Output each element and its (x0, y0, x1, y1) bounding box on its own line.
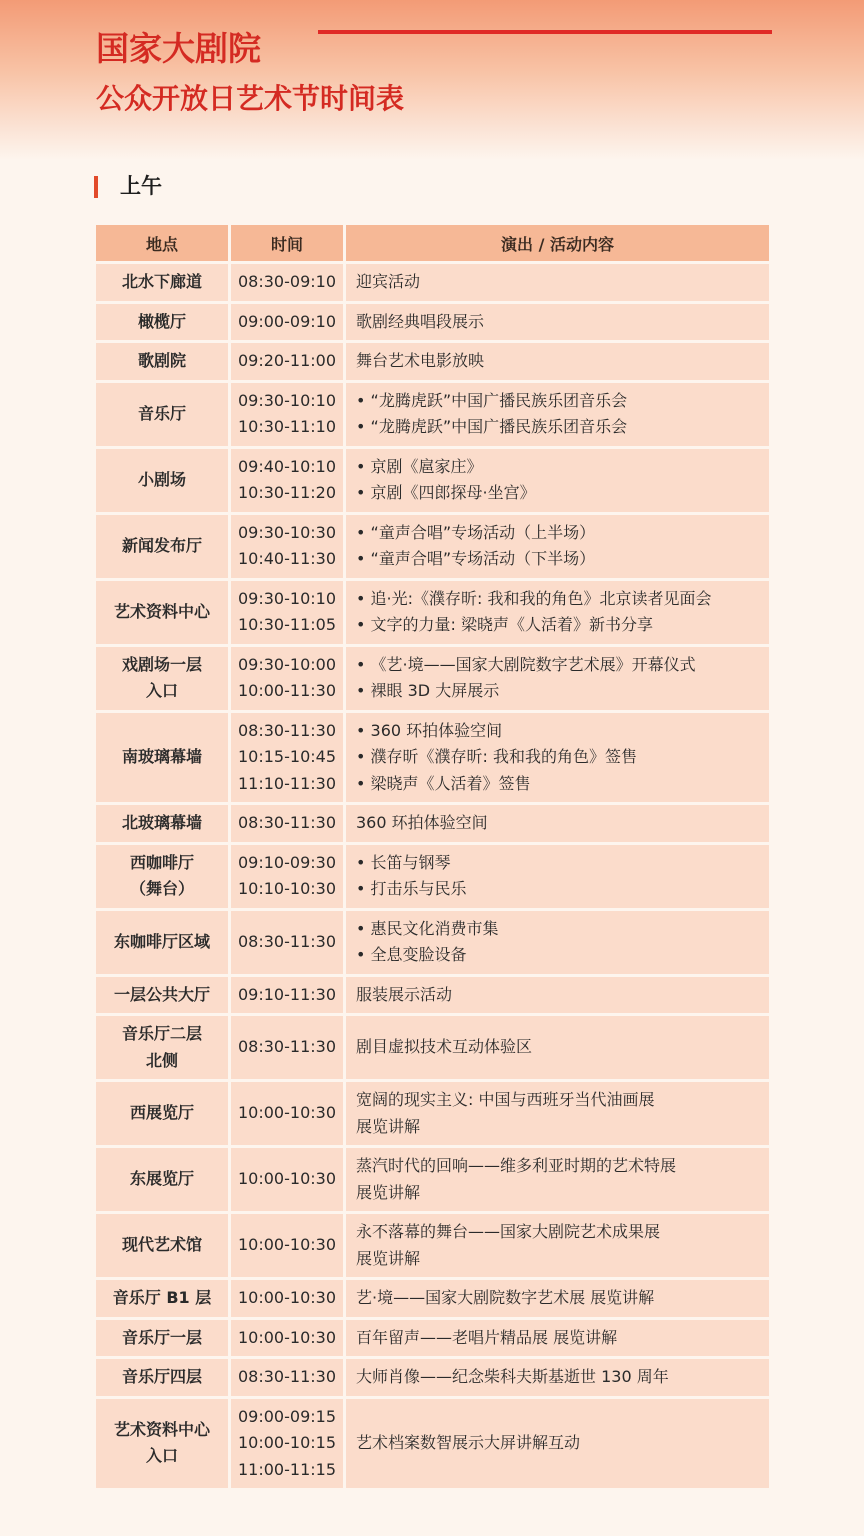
table-row (96, 515, 769, 578)
time-text: 10:00-11:30 (238, 681, 336, 700)
time-text: 10:00-10:30 (238, 1288, 336, 1307)
time-text: 10:30-11:10 (238, 417, 336, 436)
activity-cell (346, 343, 769, 380)
location-text: （舞台） (129, 879, 194, 898)
time-text: 09:30-10:00 (238, 654, 336, 674)
time-cell (231, 1016, 343, 1079)
activity-text: • 梁晓声《人活着》签售 (356, 771, 769, 798)
activity-text: • “龙腾虎跃”中国广播民族乐团音乐会 (356, 414, 769, 441)
activity-text: • 裸眼 3D 大屏展示 (356, 678, 769, 705)
location-cell (96, 383, 228, 446)
table-row (96, 713, 769, 803)
time-cell (231, 911, 343, 974)
location-text: 东展览厅 (129, 1169, 194, 1189)
activity-cell (346, 449, 769, 512)
time-cell (231, 1320, 343, 1357)
activity-cell (346, 1320, 769, 1357)
activity-text: 迎宾活动 (356, 272, 421, 291)
activity-cell (346, 805, 769, 842)
table-row (96, 343, 769, 380)
time-text: 10:00-10:30 (238, 1103, 336, 1123)
location-cell (96, 1320, 228, 1357)
location-text: 西咖啡厅 (129, 852, 194, 872)
time-cell (231, 805, 343, 842)
activity-cell (346, 1082, 769, 1145)
time-text: 09:00-09:15 (238, 1406, 336, 1426)
time-text: 08:30-09:10 (238, 272, 336, 291)
activity-cell (346, 304, 769, 341)
location-text: 音乐厅一层 (121, 1327, 202, 1347)
time-text: 09:40-10:10 (238, 456, 336, 476)
location-cell (96, 805, 228, 842)
page-title: 国家大剧院 (96, 29, 261, 68)
activity-text: • 长笛与钢琴 (356, 850, 769, 877)
activity-cell (346, 581, 769, 644)
activity-text: 360 环拍体验空间 (356, 813, 488, 832)
time-cell (231, 1399, 343, 1489)
time-text: 10:30-11:05 (238, 615, 336, 634)
table-row (96, 449, 769, 512)
time-cell (231, 383, 343, 446)
activity-cell (346, 1214, 769, 1277)
time-cell (231, 1280, 343, 1317)
time-text: 10:40-11:30 (238, 549, 336, 568)
time-cell (231, 449, 343, 512)
location-cell (96, 343, 228, 380)
activity-text: 服装展示活动 (356, 984, 453, 1004)
table-header-row (96, 225, 769, 261)
location-text: 北水下廊道 (121, 272, 202, 291)
activity-text: • “童声合唱”专场活动（下半场） (356, 546, 769, 573)
location-cell (96, 911, 228, 974)
activity-text: • 追·光:《濮存昕: 我和我的角色》北京读者见面会 (356, 586, 769, 613)
time-text: 10:00-10:30 (238, 1169, 336, 1189)
activity-cell (346, 515, 769, 578)
table-row (96, 304, 769, 341)
activity-text: 歌剧经典唱段展示 (356, 311, 485, 331)
time-cell (231, 845, 343, 908)
table-body (96, 264, 769, 1488)
location-text: 艺术资料中心 (113, 1419, 210, 1439)
location-text: 音乐厅 B1 层 (112, 1288, 212, 1307)
location-text: 北侧 (145, 1050, 178, 1070)
time-text: 10:00-10:30 (238, 1235, 336, 1255)
time-text: 10:10-10:30 (238, 879, 336, 898)
table-row (96, 1214, 769, 1277)
location-cell (96, 264, 228, 301)
location-cell (96, 977, 228, 1014)
location-text: 北玻璃幕墙 (121, 813, 202, 832)
location-cell (96, 1148, 228, 1211)
table-row (96, 805, 769, 842)
activity-text: 舞台艺术电影放映 (356, 351, 485, 370)
activity-cell (346, 1148, 769, 1211)
location-text: 西展览厅 (129, 1103, 194, 1123)
location-cell (96, 1399, 228, 1489)
activity-text: • 京剧《扈家庄》 (356, 454, 769, 481)
section-label: 上午 (120, 174, 162, 198)
time-cell (231, 1359, 343, 1396)
time-cell (231, 713, 343, 803)
location-cell (96, 1082, 228, 1145)
page-subtitle: 公众开放日艺术节时间表 (96, 82, 405, 115)
time-text: 08:30-11:30 (238, 931, 336, 951)
activity-text: • 京剧《四郎探母·坐宫》 (356, 480, 769, 507)
column-header-activity: 演出 / 活动内容 (346, 225, 769, 261)
table-row (96, 1320, 769, 1357)
title-accent-line (318, 30, 772, 34)
activity-text: 展览讲解 (356, 1248, 421, 1268)
location-text: 音乐厅四层 (121, 1367, 202, 1386)
column-header-location: 地点 (96, 225, 228, 261)
location-text: 戏剧场一层 (121, 654, 202, 674)
location-text: 音乐厅 (137, 403, 186, 423)
activity-text: • 文字的力量: 梁晓声《人活着》新书分享 (356, 612, 769, 639)
schedule-table (93, 222, 772, 1491)
table-row (96, 264, 769, 301)
table-row (96, 911, 769, 974)
activity-text: • 《艺·境——国家大剧院数字艺术展》开幕仪式 (356, 652, 769, 679)
activity-cell (346, 1280, 769, 1317)
time-cell (231, 647, 343, 710)
location-text: 入口 (145, 681, 178, 700)
table-row (96, 1016, 769, 1079)
time-text: 09:30-10:10 (238, 588, 336, 608)
location-text: 南玻璃幕墙 (121, 747, 202, 766)
activity-text: • 濮存昕《濮存昕: 我和我的角色》签售 (356, 744, 769, 771)
table-row (96, 1359, 769, 1396)
location-text: 橄榄厅 (137, 311, 186, 331)
column-header-time: 时间 (231, 225, 343, 261)
time-text: 08:30-11:30 (238, 813, 336, 832)
location-text: 现代艺术馆 (121, 1235, 202, 1255)
activity-cell (346, 1016, 769, 1079)
time-text: 08:30-11:30 (238, 720, 336, 740)
location-cell (96, 1214, 228, 1277)
activity-cell (346, 713, 769, 803)
location-text: 小剧场 (137, 469, 186, 489)
activity-cell (346, 264, 769, 301)
time-text: 09:30-10:10 (238, 390, 336, 410)
time-cell (231, 264, 343, 301)
time-cell (231, 343, 343, 380)
activity-text: • 打击乐与民乐 (356, 876, 769, 903)
location-cell (96, 647, 228, 710)
time-cell (231, 515, 343, 578)
time-cell (231, 581, 343, 644)
location-cell (96, 713, 228, 803)
activity-text: • “童声合唱”专场活动（上半场） (356, 520, 769, 547)
location-text: 歌剧院 (137, 351, 186, 370)
activity-cell (346, 911, 769, 974)
time-text: 08:30-11:30 (238, 1367, 336, 1386)
activity-text: 剧目虚拟技术互动体验区 (356, 1037, 533, 1057)
time-cell (231, 1082, 343, 1145)
activity-text: 宽阔的现实主义: 中国与西班牙当代油画展 (356, 1090, 655, 1109)
time-cell (231, 1214, 343, 1277)
time-text: 09:10-09:30 (238, 852, 336, 872)
time-text: 09:10-11:30 (238, 984, 336, 1004)
activity-cell (346, 383, 769, 446)
time-text: 10:00-10:30 (238, 1327, 336, 1347)
activity-cell (346, 977, 769, 1014)
activity-cell (346, 1399, 769, 1489)
table-row (96, 581, 769, 644)
activity-cell (346, 647, 769, 710)
time-text: 10:00-10:15 (238, 1433, 336, 1452)
activity-cell (346, 845, 769, 908)
activity-text: 蒸汽时代的回响——维多利亚时期的艺术特展 (356, 1156, 677, 1175)
time-text: 08:30-11:30 (238, 1037, 336, 1057)
table-row (96, 1082, 769, 1145)
location-text: 艺术资料中心 (113, 601, 210, 621)
table-row (96, 977, 769, 1014)
activity-text: • “龙腾虎跃”中国广播民族乐团音乐会 (356, 388, 769, 415)
location-cell (96, 304, 228, 341)
location-cell (96, 515, 228, 578)
time-cell (231, 1148, 343, 1211)
location-text: 东咖啡厅区域 (113, 931, 210, 951)
table-row (96, 1148, 769, 1211)
location-text: 入口 (145, 1446, 178, 1466)
time-text: 09:20-11:00 (238, 351, 336, 370)
time-text: 10:30-11:20 (238, 483, 336, 502)
activity-text: 大师肖像——纪念柴科夫斯基逝世 130 周年 (356, 1367, 669, 1386)
activity-text: • 全息变脸设备 (356, 942, 769, 969)
table-row (96, 845, 769, 908)
time-text: 09:30-10:30 (238, 522, 336, 542)
location-cell (96, 581, 228, 644)
location-cell (96, 845, 228, 908)
activity-text: 艺术档案数智展示大屏讲解互动 (356, 1433, 581, 1452)
activity-text: 展览讲解 (356, 1116, 421, 1136)
table-row (96, 1399, 769, 1489)
time-cell (231, 304, 343, 341)
time-text: 11:00-11:15 (238, 1459, 336, 1479)
location-cell (96, 1016, 228, 1079)
location-cell (96, 1280, 228, 1317)
time-text: 09:00-09:10 (238, 311, 336, 331)
location-text: 新闻发布厅 (121, 535, 202, 555)
activity-text: 展览讲解 (356, 1182, 421, 1202)
time-cell (231, 977, 343, 1014)
location-cell (96, 1359, 228, 1396)
location-cell (96, 449, 228, 512)
activity-text: 永不落幕的舞台——国家大剧院艺术成果展 (356, 1222, 661, 1241)
time-text: 11:10-11:30 (238, 773, 336, 793)
section-marker (94, 176, 98, 198)
table-row (96, 383, 769, 446)
time-text: 10:15-10:45 (238, 747, 336, 766)
activity-cell (346, 1359, 769, 1396)
table-row (96, 647, 769, 710)
activity-text: • 360 环拍体验空间 (356, 718, 769, 745)
activity-text: • 惠民文化消费市集 (356, 916, 769, 943)
location-text: 音乐厅二层 (121, 1024, 202, 1043)
activity-text: 艺·境——国家大剧院数字艺术展 展览讲解 (356, 1288, 655, 1307)
table-row (96, 1280, 769, 1317)
location-text: 一层公共大厅 (113, 984, 210, 1004)
activity-text: 百年留声——老唱片精品展 展览讲解 (356, 1327, 618, 1347)
